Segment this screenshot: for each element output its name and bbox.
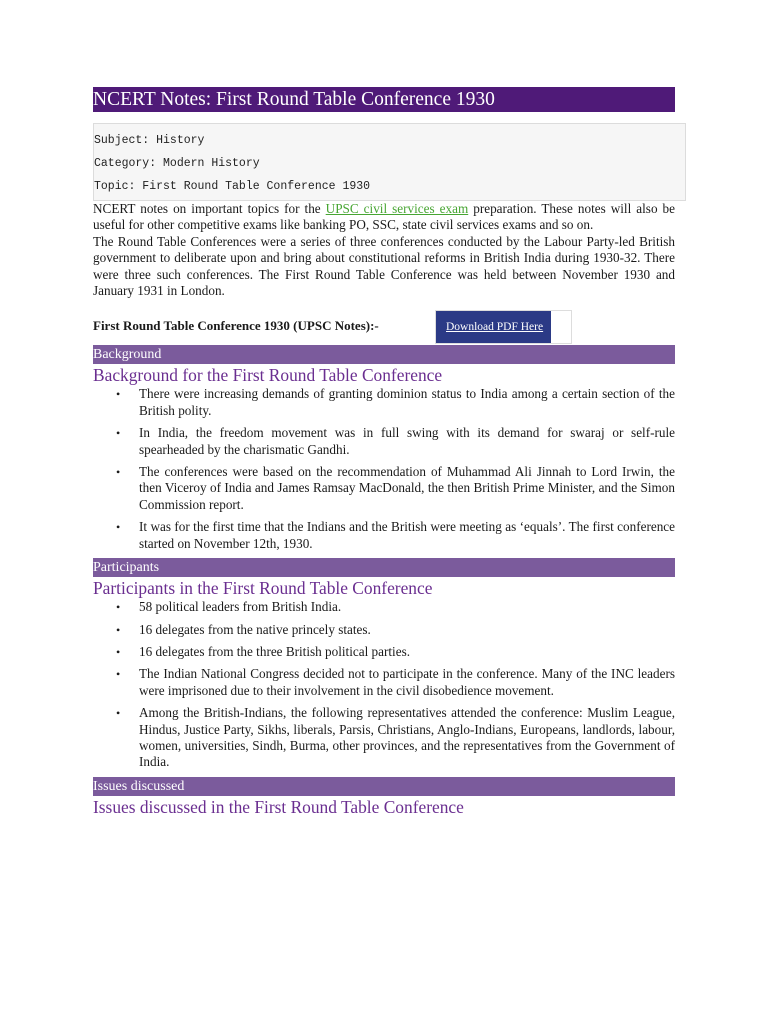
list-item: [93, 386, 675, 419]
bullet-icon: •: [116, 387, 121, 402]
download-label: First Round Table Conference 1930 (UPSC Notes):-: [93, 318, 379, 334]
heading-background: Background for the First Round Table Conference: [93, 365, 443, 386]
list-item: [93, 705, 675, 771]
bullet-icon: •: [116, 426, 121, 441]
bullet-icon: •: [116, 667, 121, 682]
list-item-text: It was for the first time that the Indians and the British were meeting as ‘equals’. The first conference started on November 12th, 1930.: [139, 519, 675, 551]
bullet-icon: •: [116, 465, 121, 480]
list-item: [93, 644, 675, 660]
list-item-text: In India, the freedom movement was in full swing with its demand for swaraj or self-rule spearheaded by the charismatic Gandhi.: [139, 425, 675, 457]
list-item-text: The Indian National Congress decided not to participate in the conference. Many of the INC leaders were imprisoned due to their involvement in the civil disobedience movement.: [139, 666, 675, 698]
list-item-text: 16 delegates from the native princely states.: [139, 621, 371, 637]
intro-paragraph: [93, 201, 675, 234]
bullet-icon: •: [116, 622, 121, 637]
bullet-icon: •: [116, 706, 121, 721]
list-item-text: Among the British-Indians, the following representatives attended the conference: Muslim League, Hindus, Justice Party, Sikhs, liberals, Parsis, Christians, Anglo-Indians, Europeans, landlords, labour, women, universities, Sindh, Burma, other provinces, and the representatives from the Government of India.: [139, 705, 675, 770]
overview-paragraph: The Round Table Conferences were a series of three conferences conducted by the Labour Party-led British government to deliberate upon and bring about constitutional reforms in British India during 1930-32. There were three such conferences. The First Round Table Conference was held between November 1930 and January 1931 in London.: [93, 233, 675, 299]
section-bar-participants: Participants: [93, 558, 675, 577]
meta-box: [93, 123, 686, 201]
document-page: [93, 87, 675, 818]
download-pdf-button[interactable]: Download PDF Here: [436, 311, 551, 343]
background-list: [93, 386, 675, 552]
intro-text-before: NCERT notes on important topics for the: [93, 201, 326, 216]
list-item: [93, 519, 675, 552]
list-item: [93, 622, 675, 638]
meta-category: Category: Modern History: [94, 157, 260, 170]
section-bar-background: Background: [93, 345, 675, 364]
list-item: [93, 599, 675, 615]
heading-issues: Issues discussed in the First Round Table Conference: [93, 796, 464, 817]
list-item-text: The conferences were based on the recommendation of Muhammad Ali Jinnah to Lord Irwin, the then Viceroy of India and James Ramsay MacDonald, the then British Prime Minister, and the Simon Commission report.: [139, 464, 675, 512]
upsc-exam-link[interactable]: UPSC civil services exam: [325, 201, 469, 216]
heading-participants: Participants in the First Round Table Conference: [93, 578, 433, 599]
meta-topic: Topic: First Round Table Conference 1930: [94, 180, 371, 193]
meta-subject: Subject: History: [94, 134, 205, 147]
section-bar-issues: Issues discussed: [93, 777, 675, 796]
list-item: [93, 666, 675, 699]
list-item-text: 58 political leaders from British India.: [139, 599, 342, 615]
bullet-icon: •: [116, 644, 121, 659]
list-item: [93, 425, 675, 458]
page-title: NCERT Notes: First Round Table Conference 1930: [93, 87, 675, 112]
bullet-icon: •: [116, 600, 121, 615]
intro-text-after: preparation. These notes will also be useful for other competitive exams like banking PO, SSC, state civil services exams and so on.: [93, 201, 676, 233]
download-button-frame: [435, 310, 572, 344]
participants-list: [93, 599, 675, 771]
bullet-icon: •: [116, 520, 121, 535]
download-row: [93, 310, 675, 345]
list-item-text: 16 delegates from the three British political parties.: [139, 643, 410, 659]
list-item: [93, 464, 675, 513]
list-item-text: There were increasing demands of granting dominion status to India among a certain section of the British polity.: [139, 386, 675, 418]
